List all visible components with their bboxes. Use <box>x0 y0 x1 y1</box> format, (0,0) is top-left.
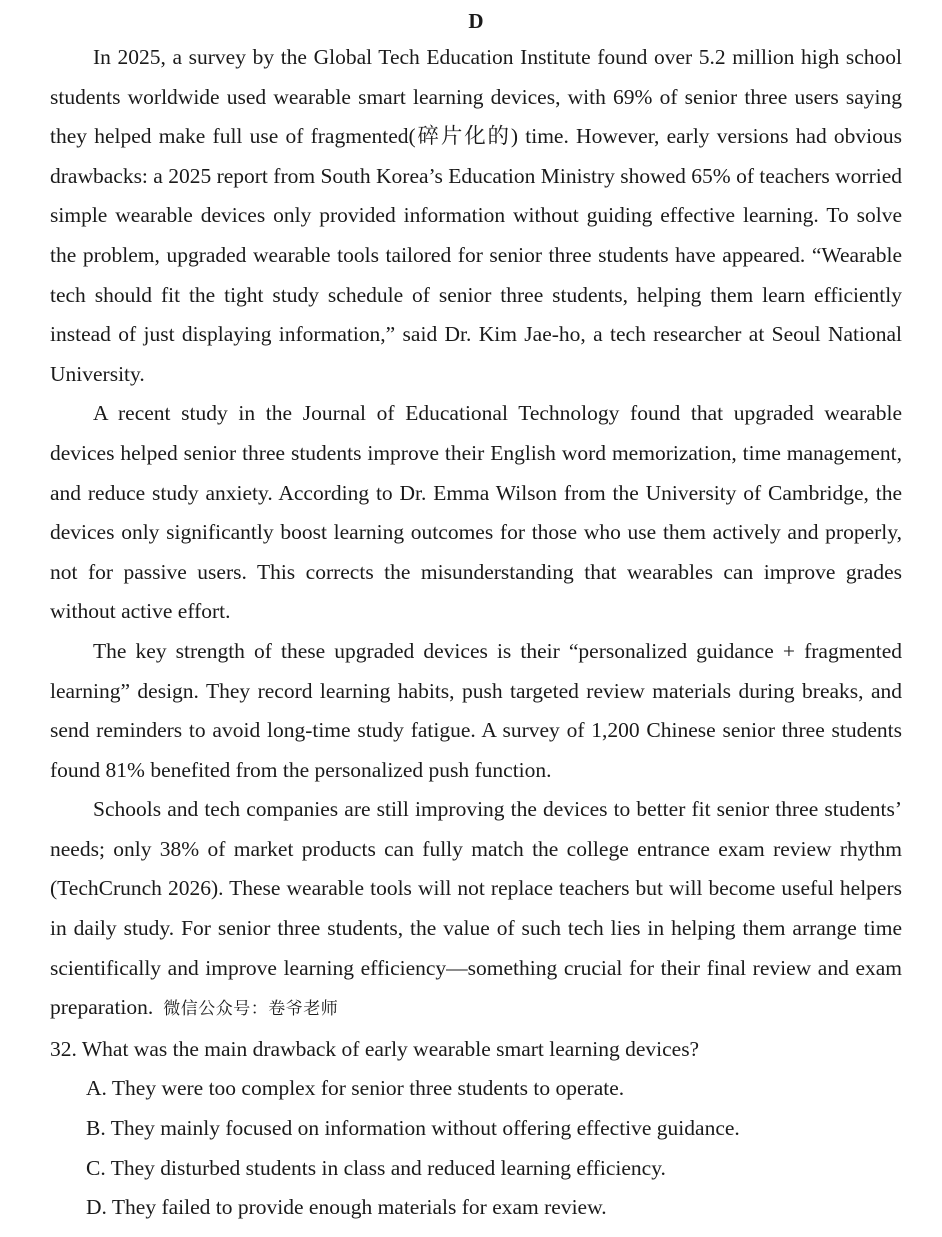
section-title: D <box>468 9 484 33</box>
reading-passage <box>50 38 902 1030</box>
answer-options <box>50 1069 902 1227</box>
exam-page <box>50 6 902 1228</box>
passage-paragraph-2: A recent study in the Journal of Educational Technology found that upgraded wearable devices helped senior three students improve their English word memorization, time management, and reduce study anxiety. According to Dr. Emma Wilson from the University of Cambridge, the devices only significantly boost learning outcomes for those who use them actively and properly, not for passive users. This corrects the misunderstanding that wearables can improve grades without active effort. <box>50 401 902 624</box>
option-c[interactable]: C. They disturbed students in class and reduced learning efficiency. <box>86 1155 666 1180</box>
question-stem: 32. What was the main drawback of early wearable smart learning devices? <box>50 1036 700 1061</box>
option-a[interactable]: A. They were too complex for senior three students to operate. <box>86 1076 625 1101</box>
question-block <box>50 1030 902 1228</box>
passage-paragraph-4 <box>50 790 902 1030</box>
wechat-watermark: 微信公众号：卷爷老师 <box>163 999 339 1020</box>
passage-paragraph-1: In 2025, a survey by the Global Tech Education Institute found over 5.2 million high school students worldwide used wearable smart learning devices, with 69% of senior three users saying they helped make full use of fragmented(碎片化的) time. However, early versions had obvious drawbacks: a 2025 report from South Korea’s Education Ministry showed 65% of teachers worried simple wearable devices only provided information without guiding effective learning. To solve the problem, upgraded wearable tools tailored for senior three students have appeared. “Wearable tech should fit the tight study schedule of senior three students, helping them learn efficiently instead of just displaying information,” said Dr. Kim Jae-ho, a tech researcher at Seoul National University. <box>50 45 903 386</box>
option-b[interactable]: B. They mainly focused on information without offering effective guidance. <box>86 1116 740 1141</box>
passage-paragraph-3: The key strength of these upgraded devices is their “personalized guidance + fragmented learning” design. They record learning habits, push targeted review materials during breaks, and send reminders to avoid long-time study fatigue. A survey of 1,200 Chinese senior three students found 81% benefited from the personalized push function. <box>50 638 902 782</box>
passage-paragraph-4-text: Schools and tech companies are still improving the devices to better fit senior three students’ needs; only 38% of market products can fully match the college entrance exam review rhythm (TechCrunch 2026). These wearable tools will not replace teachers but will become useful helpers in daily study. For senior three students, the value of such tech lies in helping them arrange time scientifically and improve learning efficiency—something crucial for their final review and exam preparation. <box>50 797 902 1020</box>
option-d[interactable]: D. They failed to provide enough materials for exam review. <box>86 1195 607 1220</box>
